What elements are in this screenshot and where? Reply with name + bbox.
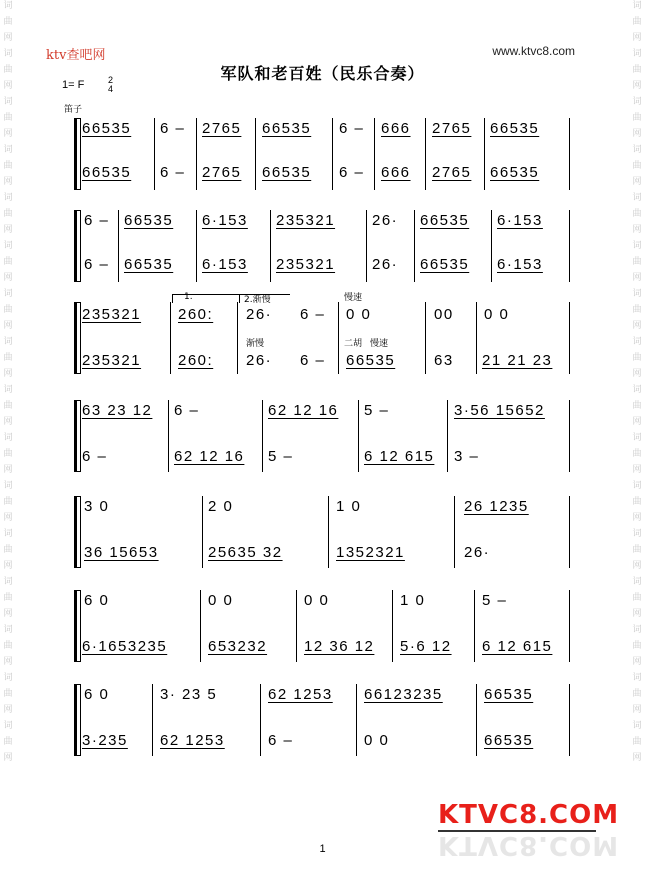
measure: 6 – bbox=[84, 256, 110, 273]
measure: 66535 bbox=[484, 732, 534, 749]
measure: 0 0 bbox=[484, 306, 510, 323]
score-system-7 bbox=[74, 684, 570, 756]
measure: 2 0 bbox=[208, 498, 234, 515]
watermark-char: 词 bbox=[3, 385, 13, 395]
measure: 3·56 15652 bbox=[454, 402, 545, 419]
lower-staff bbox=[74, 544, 570, 564]
measure: 6·153 bbox=[497, 256, 543, 273]
measure: 260: bbox=[178, 352, 214, 369]
watermark-char: 曲 bbox=[632, 593, 642, 603]
measure: 235321 bbox=[276, 212, 336, 229]
measure: 26· bbox=[246, 306, 273, 323]
measure: 5 – bbox=[482, 592, 508, 609]
measure: 6·1653235 bbox=[82, 638, 168, 655]
watermark-char: 曲 bbox=[3, 593, 13, 603]
watermark-char: 曲 bbox=[3, 353, 13, 363]
watermark-char: 词 bbox=[3, 1, 13, 11]
lower-staff bbox=[74, 732, 570, 752]
score-system-1 bbox=[74, 118, 570, 190]
time-signature-bottom: 4 bbox=[108, 84, 114, 94]
watermark-char: 曲 bbox=[3, 257, 13, 267]
watermark-char: 曲 bbox=[632, 113, 642, 123]
watermark-char: 曲 bbox=[632, 17, 642, 27]
tempo-mark: 慢速 bbox=[344, 293, 363, 303]
watermark-char: 词 bbox=[632, 97, 642, 107]
page-title: 军队和老百姓（民乐合奏） bbox=[220, 64, 425, 83]
watermark-char: 曲 bbox=[632, 209, 642, 219]
measure: 2765 bbox=[432, 164, 472, 181]
watermark-char: 曲 bbox=[632, 65, 642, 75]
page-number: 1 bbox=[319, 843, 326, 855]
lower-staff bbox=[74, 448, 570, 468]
watermark-char: 曲 bbox=[3, 17, 13, 27]
watermark-char: 词 bbox=[3, 721, 13, 731]
measure: 12 36 12 bbox=[304, 638, 375, 655]
watermark-char: 曲 bbox=[3, 401, 13, 411]
tempo-mark: 渐慢 bbox=[246, 339, 265, 349]
watermark-char: 词 bbox=[632, 289, 642, 299]
watermark-char: 曲 bbox=[632, 449, 642, 459]
watermark-char: 曲 bbox=[632, 401, 642, 411]
watermark-char: 网 bbox=[3, 513, 13, 523]
lower-staff bbox=[74, 352, 570, 372]
measure: 66535 bbox=[262, 120, 312, 137]
watermark-char: 词 bbox=[3, 97, 13, 107]
measure: 1 0 bbox=[400, 592, 426, 609]
measure: 6 0 bbox=[84, 592, 110, 609]
watermark-char: 网 bbox=[3, 225, 13, 235]
measure: 1352321 bbox=[336, 544, 405, 561]
score-system-3 bbox=[74, 292, 570, 374]
watermark-char: 网 bbox=[3, 177, 13, 187]
watermark-char: 词 bbox=[3, 673, 13, 683]
watermark-char: 曲 bbox=[632, 737, 642, 747]
watermark-char: 网 bbox=[632, 657, 642, 667]
measure: 235321 bbox=[276, 256, 336, 273]
measure: 6 0 bbox=[84, 686, 110, 703]
watermark-char: 曲 bbox=[3, 209, 13, 219]
lower-staff bbox=[74, 638, 570, 658]
measure: 63 bbox=[434, 352, 454, 369]
measure: 3·235 bbox=[82, 732, 128, 749]
watermark-char: 网 bbox=[632, 561, 642, 571]
watermark-char: 曲 bbox=[3, 641, 13, 651]
watermark-char: 网 bbox=[632, 513, 642, 523]
watermark-char: 词 bbox=[632, 481, 642, 491]
measure: 6 – bbox=[174, 402, 200, 419]
watermark-char: 网 bbox=[3, 657, 13, 667]
measure: 26· bbox=[372, 256, 399, 273]
watermark-char: 词 bbox=[632, 145, 642, 155]
watermark-char: 曲 bbox=[632, 161, 642, 171]
measure: 1 0 bbox=[336, 498, 362, 515]
watermark-char: 曲 bbox=[3, 65, 13, 75]
watermark-char: 曲 bbox=[3, 497, 13, 507]
watermark-char: 词 bbox=[632, 337, 642, 347]
measure: 666 bbox=[381, 164, 411, 181]
watermark-char: 网 bbox=[3, 33, 13, 43]
watermark-char: 网 bbox=[632, 33, 642, 43]
measure: 21 21 23 bbox=[482, 352, 553, 369]
watermark-char: 网 bbox=[632, 81, 642, 91]
measure: 66535 bbox=[82, 120, 132, 137]
measure: 66535 bbox=[262, 164, 312, 181]
watermark-char: 词 bbox=[632, 193, 642, 203]
watermark-char: 词 bbox=[632, 49, 642, 59]
measure: 6 12 615 bbox=[482, 638, 553, 655]
time-signature-top: 2 bbox=[108, 75, 114, 85]
watermark-char: 网 bbox=[632, 705, 642, 715]
watermark-char: 词 bbox=[3, 289, 13, 299]
watermark-char: 词 bbox=[3, 337, 13, 347]
watermark-char: 词 bbox=[3, 241, 13, 251]
measure: 0 0 bbox=[304, 592, 330, 609]
watermark-char: 词 bbox=[3, 529, 13, 539]
measure: 0 0 bbox=[346, 306, 372, 323]
measure: 26· bbox=[464, 544, 491, 561]
site-url[interactable]: www.ktvc8.com bbox=[492, 44, 575, 58]
watermark-char: 曲 bbox=[632, 305, 642, 315]
measure: 62 12 16 bbox=[268, 402, 339, 419]
watermark-char: 词 bbox=[3, 625, 13, 635]
watermark-char: 曲 bbox=[632, 641, 642, 651]
measure: 62 12 16 bbox=[174, 448, 245, 465]
measure: 66535 bbox=[484, 686, 534, 703]
measure: 6 – bbox=[268, 732, 294, 749]
upper-staff bbox=[74, 120, 570, 140]
instrument-erhu-label: 二胡 bbox=[344, 339, 363, 349]
watermark-char: 网 bbox=[3, 561, 13, 571]
watermark-char: 网 bbox=[3, 273, 13, 283]
watermark-char: 词 bbox=[3, 481, 13, 491]
measure: 66535 bbox=[124, 256, 174, 273]
watermark-char: 曲 bbox=[632, 497, 642, 507]
measure: 66535 bbox=[124, 212, 174, 229]
measure: 6 – bbox=[339, 164, 365, 181]
measure: 5 – bbox=[364, 402, 390, 419]
left-watermark-strip bbox=[0, 0, 16, 891]
upper-staff bbox=[74, 686, 570, 706]
measure: 6 – bbox=[339, 120, 365, 137]
score-system-4 bbox=[74, 400, 570, 472]
measure: 2765 bbox=[202, 164, 242, 181]
measure: 653232 bbox=[208, 638, 268, 655]
watermark-char: 词 bbox=[632, 385, 642, 395]
watermark-char: 曲 bbox=[3, 737, 13, 747]
right-watermark-strip bbox=[629, 0, 645, 891]
watermark-char: 曲 bbox=[3, 113, 13, 123]
time-signature bbox=[108, 76, 113, 94]
watermark-char: 词 bbox=[632, 241, 642, 251]
score-system-2 bbox=[74, 210, 570, 282]
watermark-char: 曲 bbox=[3, 449, 13, 459]
measure: 666 bbox=[381, 120, 411, 137]
measure: 66535 bbox=[490, 164, 540, 181]
measure: 6 – bbox=[300, 306, 326, 323]
measure: 6 – bbox=[300, 352, 326, 369]
watermark-char: 网 bbox=[632, 369, 642, 379]
watermark-char: 词 bbox=[632, 529, 642, 539]
measure: 2765 bbox=[432, 120, 472, 137]
watermark-char: 曲 bbox=[3, 305, 13, 315]
lower-staff bbox=[74, 164, 570, 184]
measure: 0 0 bbox=[208, 592, 234, 609]
watermark-char: 曲 bbox=[3, 545, 13, 555]
watermark-char: 词 bbox=[3, 145, 13, 155]
watermark-char: 网 bbox=[632, 417, 642, 427]
measure: 6 – bbox=[82, 448, 108, 465]
measure: 260: bbox=[178, 306, 214, 323]
logo-text: KTVC8.COM bbox=[438, 800, 620, 830]
watermark-char: 词 bbox=[632, 721, 642, 731]
watermark-char: 网 bbox=[3, 369, 13, 379]
measure: 66535 bbox=[420, 212, 470, 229]
measure: 62 1253 bbox=[160, 732, 225, 749]
site-label[interactable]: ktv查吧网 bbox=[46, 48, 106, 63]
measure: 6 – bbox=[84, 212, 110, 229]
measure: 235321 bbox=[82, 306, 142, 323]
watermark-char: 网 bbox=[3, 465, 13, 475]
score-system-6 bbox=[74, 590, 570, 662]
watermark-char: 词 bbox=[632, 577, 642, 587]
measure: 26· bbox=[372, 212, 399, 229]
measure: 36 15653 bbox=[84, 544, 159, 561]
measure: 235321 bbox=[82, 352, 142, 369]
watermark-char: 网 bbox=[632, 753, 642, 763]
volta-2-label: 2.渐慢 bbox=[244, 295, 271, 305]
watermark-char: 词 bbox=[3, 577, 13, 587]
watermark-char: 网 bbox=[3, 417, 13, 427]
measure: 66535 bbox=[420, 256, 470, 273]
volta-1-label: 1. bbox=[184, 292, 193, 302]
watermark-char: 词 bbox=[632, 673, 642, 683]
measure: 6 – bbox=[160, 120, 186, 137]
upper-staff bbox=[74, 212, 570, 232]
measure: 3· 23 5 bbox=[160, 686, 218, 703]
measure: 26 1235 bbox=[464, 498, 529, 515]
upper-staff bbox=[74, 306, 570, 326]
watermark-char: 词 bbox=[3, 49, 13, 59]
watermark-char: 词 bbox=[632, 433, 642, 443]
watermark-char: 网 bbox=[3, 753, 13, 763]
measure: 6 – bbox=[160, 164, 186, 181]
instrument-label: 笛子 bbox=[64, 105, 83, 115]
measure: 62 1253 bbox=[268, 686, 333, 703]
measure: 6·153 bbox=[202, 256, 248, 273]
measure: 6 12 615 bbox=[364, 448, 435, 465]
watermark-char: 网 bbox=[632, 465, 642, 475]
measure: 2765 bbox=[202, 120, 242, 137]
measure: 66123235 bbox=[364, 686, 443, 703]
measure: 5·6 12 bbox=[400, 638, 452, 655]
watermark-char: 网 bbox=[632, 177, 642, 187]
watermark-char: 网 bbox=[632, 609, 642, 619]
volta-bracket bbox=[172, 294, 239, 303]
watermark-char: 网 bbox=[3, 321, 13, 331]
watermark-char: 曲 bbox=[632, 353, 642, 363]
watermark-char: 曲 bbox=[3, 689, 13, 699]
lower-staff bbox=[74, 256, 570, 276]
watermark-char: 词 bbox=[3, 433, 13, 443]
upper-staff bbox=[74, 498, 570, 518]
logo-reflection: KTVC8.COM bbox=[438, 830, 620, 860]
watermark-char: 曲 bbox=[3, 161, 13, 171]
watermark-char: 词 bbox=[3, 193, 13, 203]
watermark-char: 网 bbox=[3, 609, 13, 619]
tempo-mark: 慢速 bbox=[370, 339, 389, 349]
measure: 5 – bbox=[268, 448, 294, 465]
measure: 3 0 bbox=[84, 498, 110, 515]
watermark-char: 网 bbox=[632, 273, 642, 283]
watermark-char: 网 bbox=[632, 129, 642, 139]
watermark-char: 网 bbox=[632, 225, 642, 235]
measure: 6·153 bbox=[202, 212, 248, 229]
measure: 6·153 bbox=[497, 212, 543, 229]
measure: 0 0 bbox=[364, 732, 390, 749]
measure: 66535 bbox=[82, 164, 132, 181]
upper-staff bbox=[74, 402, 570, 422]
watermark-char: 词 bbox=[632, 1, 642, 11]
watermark-char: 曲 bbox=[632, 689, 642, 699]
watermark-char: 网 bbox=[3, 129, 13, 139]
upper-staff bbox=[74, 592, 570, 612]
watermark-char: 曲 bbox=[632, 257, 642, 267]
measure: 26· bbox=[246, 352, 273, 369]
measure: 66535 bbox=[346, 352, 396, 369]
watermark-char: 词 bbox=[632, 625, 642, 635]
measure: 63 23 12 bbox=[82, 402, 153, 419]
measure: 3 – bbox=[454, 448, 480, 465]
key-signature: 1= F bbox=[62, 79, 85, 91]
watermark-char: 网 bbox=[3, 705, 13, 715]
watermark-char: 网 bbox=[3, 81, 13, 91]
measure: 25635 32 bbox=[208, 544, 283, 561]
score-system-5 bbox=[74, 496, 570, 568]
watermark-char: 网 bbox=[632, 321, 642, 331]
measure: 00 bbox=[434, 306, 454, 323]
measure: 66535 bbox=[490, 120, 540, 137]
watermark-char: 曲 bbox=[632, 545, 642, 555]
